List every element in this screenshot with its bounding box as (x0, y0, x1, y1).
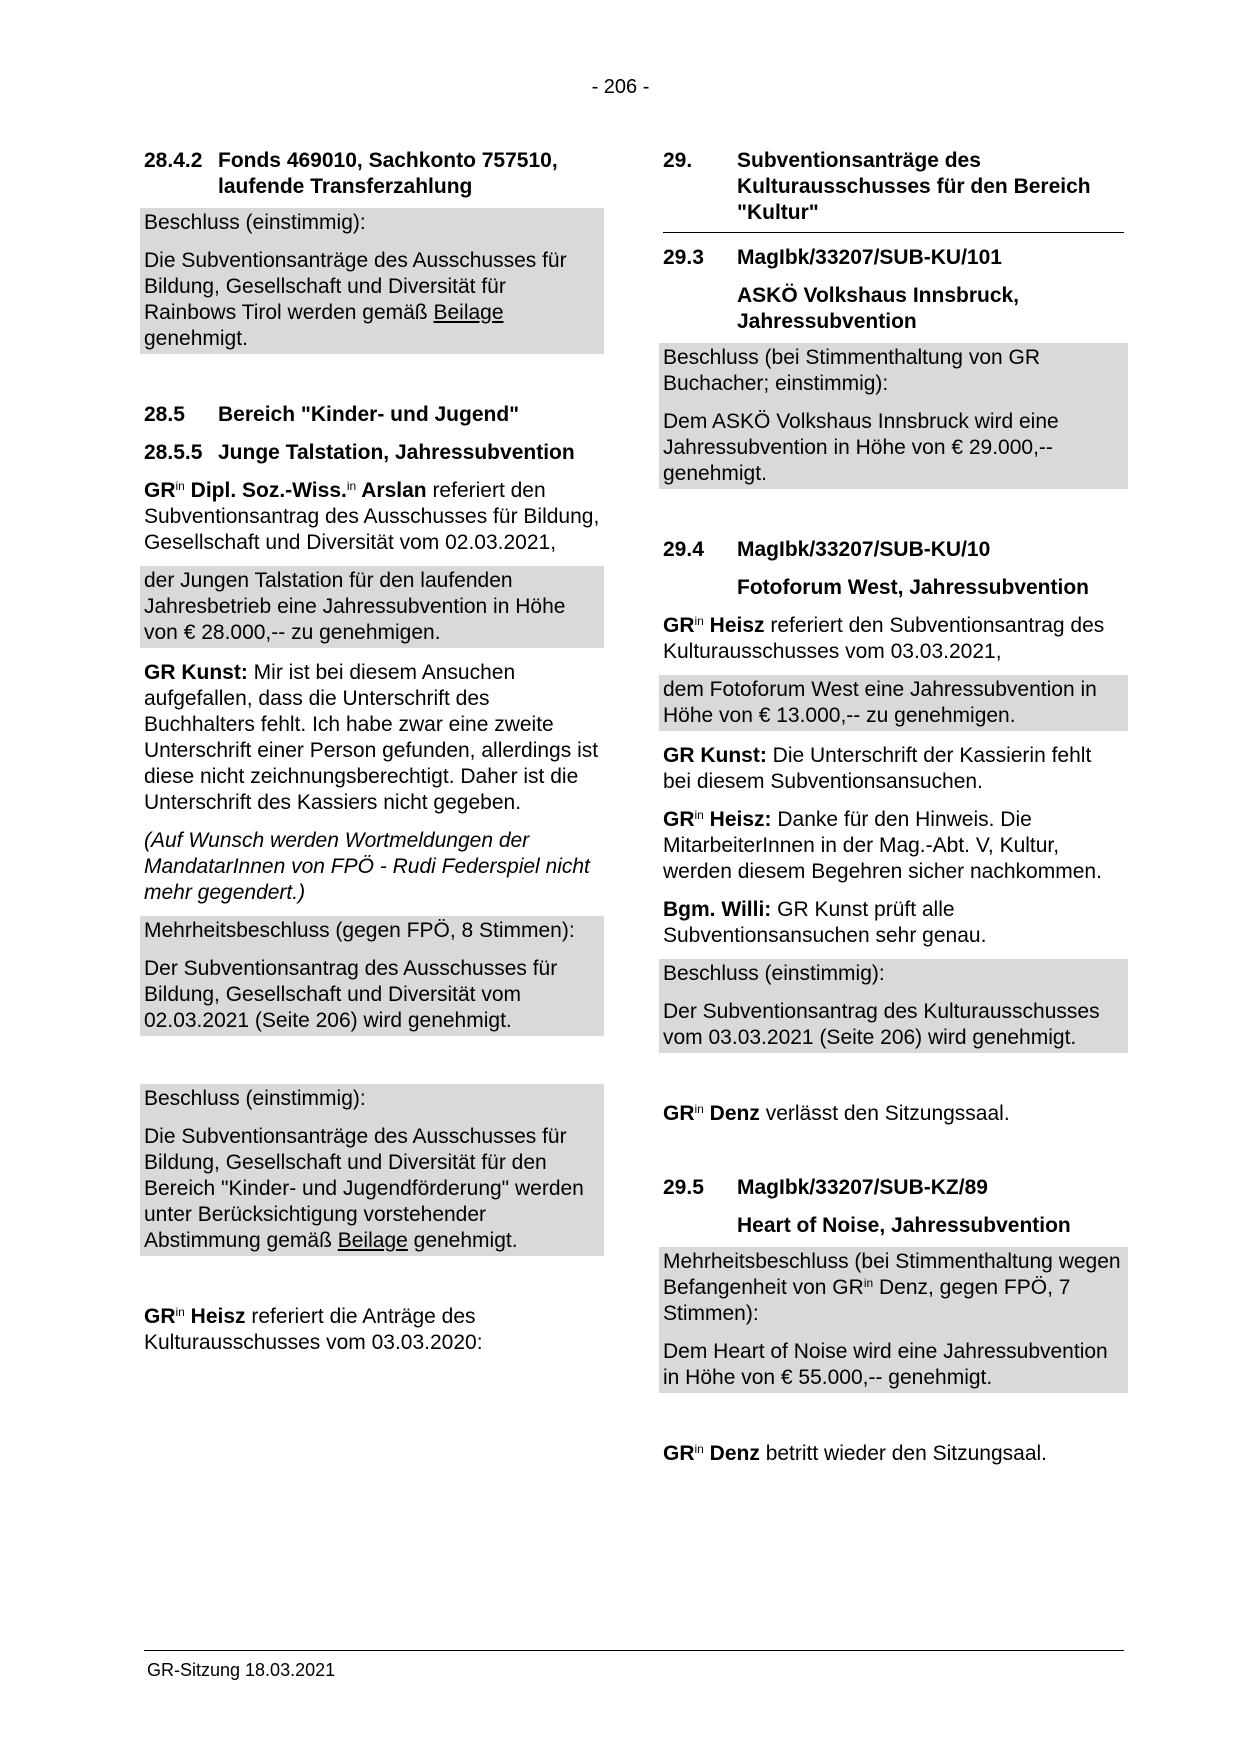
speaker-paragraph: $GR^{in}$ Heisz: Danke für den Hinweis. Die MitarbeiterInnen in der Mag.-Abt. V, Kultur, werden diesem Begehren sicher nachkommen. (663, 808, 1102, 883)
section-number: 29. (663, 149, 693, 172)
decision-label: Beschluss (einstimmig): (144, 211, 366, 234)
decision-label: Mehrheitsbeschluss (gegen FPÖ, 8 Stimmen): (144, 919, 575, 942)
section-title: Bereich "Kinder- und Jugend" (218, 403, 520, 426)
decision-box (659, 959, 1128, 1053)
section-heading-28-4-2 (144, 148, 600, 200)
request-text: der Jungen Talstation für den laufenden Jahresbetrieb eine Jahressubvention in Höhe von € 28.000,-- zu genehmigen. (144, 569, 566, 644)
subsection-title: Fotoforum West, Jahressubvention (737, 576, 1089, 599)
section-number: 29.5 (663, 1176, 704, 1199)
reference-number: MagIbk/33207/SUB-KU/10 (737, 538, 991, 561)
subsection-title: Heart of Noise, Jahressubvention (737, 1214, 1071, 1237)
decision-text: Die Subventionsanträge des Ausschusses für Bildung, Gesellschaft und Diversität für Rainbows Tirol werden gemäß Beilage genehmigt. (144, 249, 567, 350)
decision-text: Der Subventionsantrag des Kulturausschusses vom 03.03.2021 (Seite 206) wird genehmigt. (663, 1000, 1100, 1049)
decision-text: Dem Heart of Noise wird eine Jahressubvention in Höhe von € 55.000,-- genehmigt. (663, 1340, 1108, 1389)
subsection-title: ASKÖ Volkshaus Innsbruck, Jahressubvention (737, 284, 1020, 333)
status-note: $GR^{in}$ Denz betritt wieder den Sitzungsaal. (663, 1442, 1048, 1465)
speaker-paragraph: GR Kunst: Die Unterschrift der Kassierin fehlt bei diesem Subventionsansuchen. (663, 744, 1092, 793)
decision-box (659, 343, 1128, 489)
decision-label: Beschluss (einstimmig): (144, 1087, 366, 1110)
section-number: 29.4 (663, 538, 704, 561)
speaker-paragraph: $GR^{in}$ Heisz referiert die Anträge des Kulturausschusses vom 03.03.2020: (144, 1305, 483, 1354)
section-number: 28.4.2 (144, 149, 203, 172)
decision-label: Beschluss (einstimmig): (663, 962, 885, 985)
editorial-note: (Auf Wunsch werden Wortmeldungen der MandatarInnen von FPÖ - Rudi Federspiel nicht mehr gegendert.) (144, 829, 590, 904)
section-divider (663, 232, 1124, 233)
decision-box (659, 1247, 1128, 1393)
section-heading-29-4 (663, 537, 1124, 563)
status-note: $GR^{in}$ Denz verlässt den Sitzungssaal. (663, 1102, 1010, 1125)
speaker-paragraph: $GR^{in}$ Heisz referiert den Subventionsantrag des Kulturausschusses vom 03.03.2021, (663, 614, 1105, 663)
speaker-paragraph: $GR^{in}$ Dipl. Soz.-Wiss.$^{in}$ Arslan referiert den Subventionsantrag des Ausschusses für Bildung, Gesellschaft und Diversität vom 02.03.2021, (144, 479, 600, 554)
section-heading-28-5-5 (144, 440, 600, 466)
right-column (663, 148, 1124, 1467)
request-box (659, 675, 1128, 731)
decision-label: Mehrheitsbeschluss (bei Stimmenthaltung wegen Befangenheit von $GR^{in}$ Denz, gegen FPÖ, 7 Stimmen): (663, 1250, 1121, 1325)
decision-box (140, 1084, 604, 1256)
section-number: 28.5 (144, 403, 185, 426)
section-title: Junge Talstation, Jahressubvention (218, 441, 575, 464)
footer-divider (144, 1650, 1124, 1651)
section-title: Fonds 469010, Sachkonto 757510, laufende Transferzahlung (218, 149, 558, 198)
decision-text: Der Subventionsantrag des Ausschusses für Bildung, Gesellschaft und Diversität vom 02.03.2021 (Seite 206) wird genehmigt. (144, 957, 558, 1032)
reference-number: MagIbk/33207/SUB-KU/101 (737, 246, 1002, 269)
section-number: 28.5.5 (144, 441, 203, 464)
left-column (144, 148, 600, 1356)
section-heading-29-3 (663, 245, 1124, 271)
decision-box (140, 208, 604, 354)
speaker-paragraph: Bgm. Willi: GR Kunst prüft alle Subventionsansuchen sehr genau. (663, 898, 987, 947)
decision-text: Die Subventionsanträge des Ausschusses für Bildung, Gesellschaft und Diversität für den Bereich "Kinder- und Jugendförderung" werden unter Berücksichtigung vorstehender Abstimmung gemäß Beilage genehmigt. (144, 1125, 584, 1252)
section-heading-28-5 (144, 402, 600, 428)
section-number: 29.3 (663, 246, 704, 269)
decision-box (140, 916, 604, 1036)
page-number: - 206 - (591, 76, 650, 98)
beilage-link[interactable]: Beilage (433, 301, 504, 324)
footer: GR-Sitzung 18.03.2021 (147, 1660, 336, 1680)
request-box (140, 566, 604, 648)
reference-number: MagIbk/33207/SUB-KZ/89 (737, 1176, 988, 1199)
beilage-link[interactable]: Beilage (337, 1229, 408, 1252)
request-text: dem Fotoforum West eine Jahressubvention in Höhe von € 13.000,-- zu genehmigen. (663, 678, 1097, 727)
section-heading-29 (663, 148, 1124, 226)
speaker-paragraph: GR Kunst: Mir ist bei diesem Ansuchen aufgefallen, dass die Unterschrift des Buchhalters fehlt. Ich habe zwar eine zweite Unterschrift einer Person gefunden, allerdings ist diese nicht zeichnungsberechtigt. Daher ist die Unterschrift des Kassiers nicht gegeben. (144, 661, 599, 814)
section-heading-29-5 (663, 1175, 1124, 1201)
section-title: Subventionsanträge des Kulturausschusses für den Bereich "Kultur" (737, 149, 1091, 224)
decision-text: Dem ASKÖ Volkshaus Innsbruck wird eine Jahressubvention in Höhe von € 29.000,-- genehmigt. (663, 410, 1059, 485)
decision-label: Beschluss (bei Stimmenthaltung von GR Buchacher; einstimmig): (663, 346, 1041, 395)
